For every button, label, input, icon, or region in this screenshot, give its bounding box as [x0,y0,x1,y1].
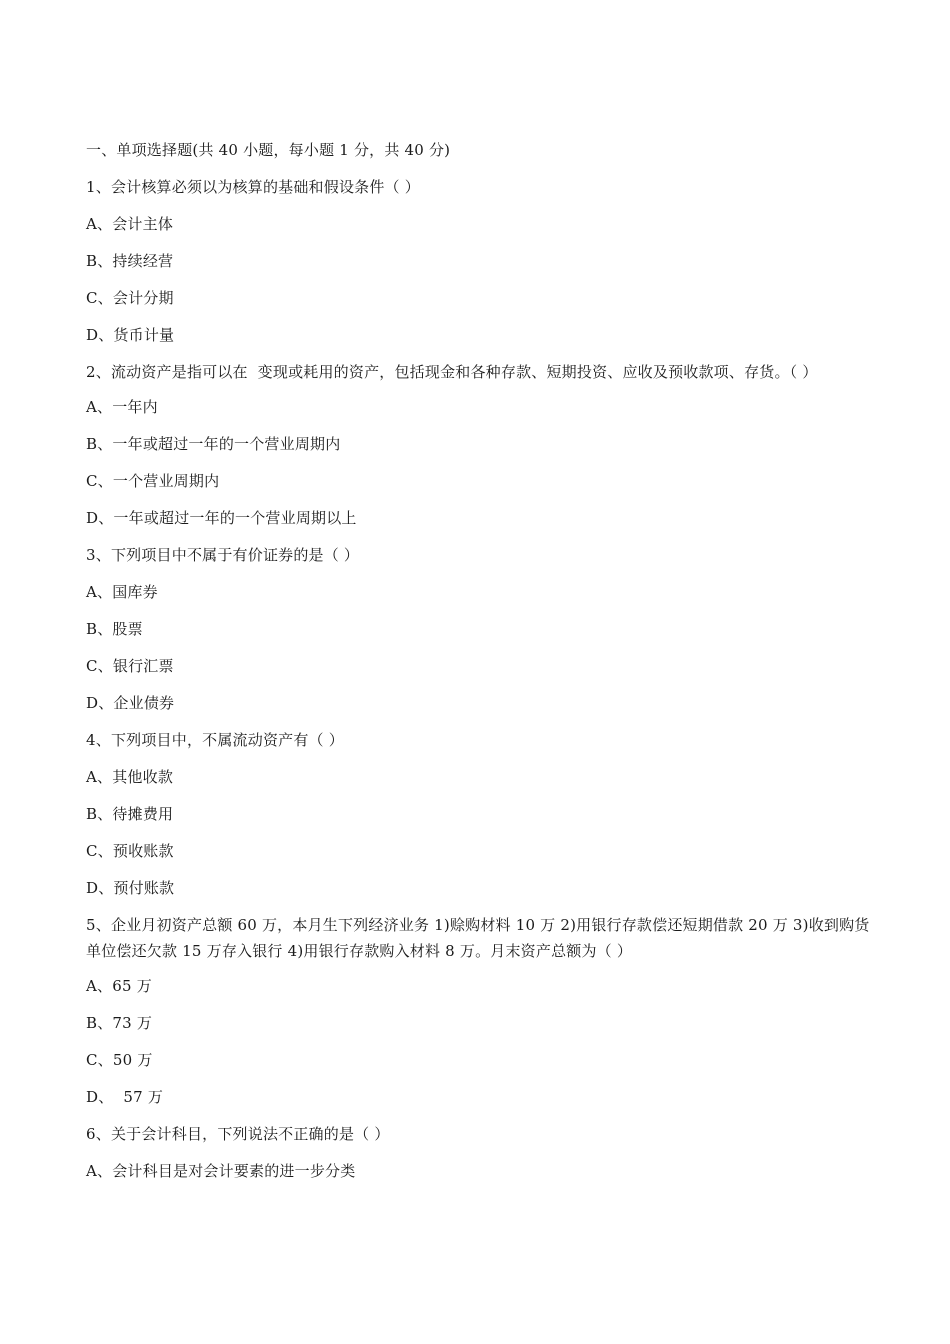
question-1 [86,176,882,346]
question-stem: 2、流动资产是指可以在 变现或耗用的资产，包括现金和各种存款、短期投资、应收及预收款项、存货。（ ） [86,363,818,381]
section-header: 一、单项选择题(共 40 小题，每小题 1 分，共 40 分) [86,141,451,159]
option-b: B、一年或超过一年的一个营业周期内 [86,435,341,453]
document-page [86,139,882,1197]
question-stem: 3、下列项目中不属于有价证券的是（ ） [86,546,360,564]
question-2 [86,359,882,529]
option-c: C、50 万 [86,1051,153,1069]
option-d: D、预付账款 [86,879,175,897]
option-a: A、65 万 [86,977,152,995]
question-stem: 4、下列项目中，不属流动资产有（ ） [86,731,344,749]
option-c: C、会计分期 [86,289,174,307]
option-a: A、一年内 [86,398,158,416]
question-stem: 6、关于会计科目，下列说法不正确的是（ ） [86,1125,390,1143]
question-3 [86,544,882,714]
option-d: D、一年或超过一年的一个营业周期以上 [86,509,357,527]
option-b: B、73 万 [86,1014,153,1032]
option-d: D、 57 万 [86,1088,164,1106]
option-c: C、预收账款 [86,842,174,860]
option-a: A、其他收款 [86,768,174,786]
option-c: C、一个营业周期内 [86,472,220,490]
option-b: B、股票 [86,620,143,638]
question-stem: 1、会计核算必须以为核算的基础和假设条件（ ） [86,178,420,196]
question-stem: 5、企业月初资产总额 60 万，本月生下列经济业务 1)赊购材料 10 万 2)用银行存款偿还短期借款 20 万 3)收到购货单位偿还欠款 15 万存入银行 4)用银行存款购入材料 8 万。月末资产总额为（ ） [86,916,870,960]
option-a: A、国库券 [86,583,158,601]
question-5 [86,912,882,1108]
question-4 [86,729,882,899]
question-6 [86,1123,882,1182]
option-a: A、会计科目是对会计要素的进一步分类 [86,1162,356,1180]
option-d: D、企业债券 [86,694,175,712]
option-d: D、货币计量 [86,326,175,344]
option-b: B、持续经营 [86,252,174,270]
option-b: B、待摊费用 [86,805,174,823]
option-a: A、会计主体 [86,215,174,233]
option-c: C、银行汇票 [86,657,174,675]
